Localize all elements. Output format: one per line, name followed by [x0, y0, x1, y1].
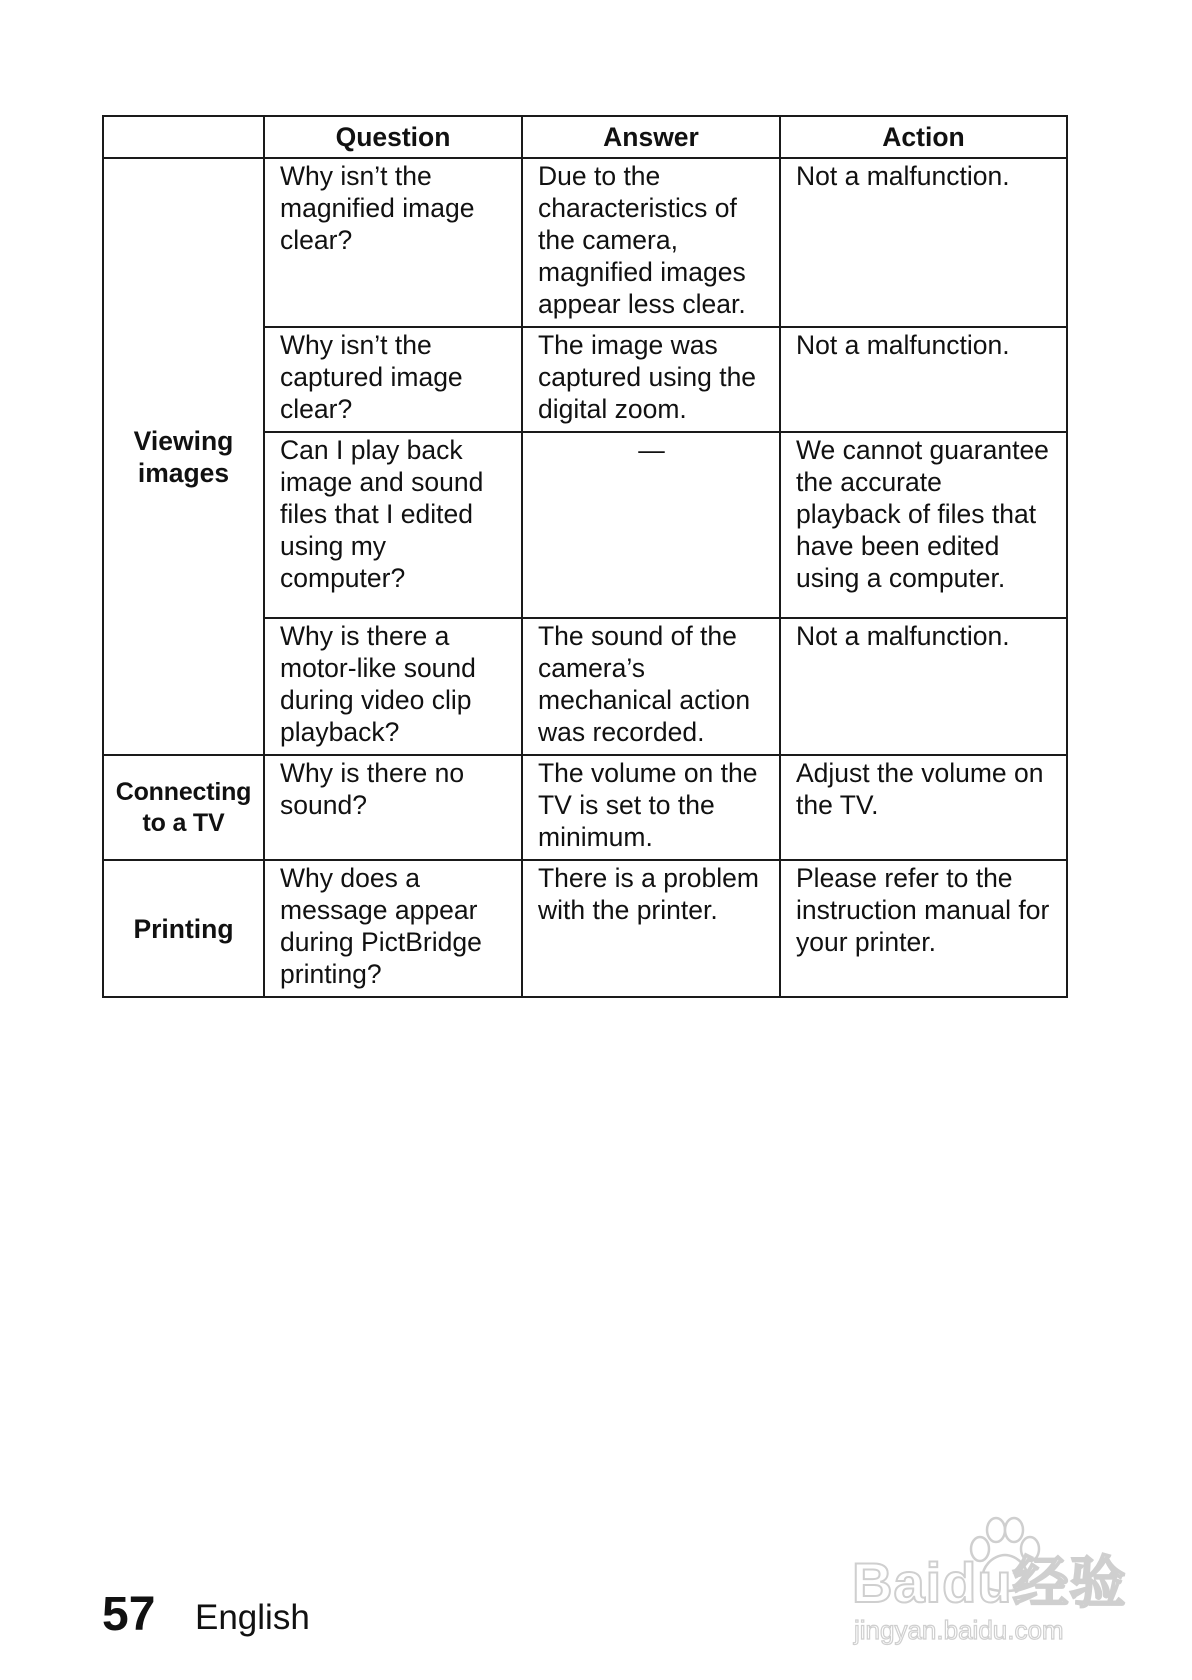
question-cell: Why is there no sound? [264, 755, 522, 860]
header-question: Question [264, 116, 522, 158]
question-cell: Why does a message appear during PictBridge printing? [264, 860, 522, 997]
action-cell: Not a malfunction. [780, 327, 1067, 432]
answer-cell: There is a problem with the printer. [522, 860, 780, 997]
answer-cell: The volume on the TV is set to the minimum. [522, 755, 780, 860]
baidu-watermark [852, 1515, 1142, 1655]
action-cell: Not a malfunction. [780, 618, 1067, 755]
question-cell: Why isn’t the captured image clear? [264, 327, 522, 432]
question-cell: Can I play back image and sound files that I edited using my computer? [264, 432, 522, 618]
category-printing: Printing [103, 860, 264, 997]
table-row [103, 158, 1067, 327]
action-cell: We cannot guarantee the accurate playback of files that have been edited using a computer. [780, 432, 1067, 618]
answer-cell: Due to the characteristics of the camera, magnified images appear less clear. [522, 158, 780, 327]
page-language: English [195, 1598, 310, 1637]
category-viewing-images: Viewing images [103, 158, 264, 755]
category-connecting-tv: Connecting to a TV [103, 755, 264, 860]
question-cell: Why isn’t the magnified image clear? [264, 158, 522, 327]
action-cell: Please refer to the instruction manual for your printer. [780, 860, 1067, 997]
table-row [103, 755, 1067, 860]
answer-cell: — [522, 432, 780, 618]
header-action: Action [780, 116, 1067, 158]
answer-cell: The sound of the camera’s mechanical action was recorded. [522, 618, 780, 755]
answer-cell: The image was captured using the digital zoom. [522, 327, 780, 432]
question-cell: Why is there a motor-like sound during video clip playback? [264, 618, 522, 755]
troubleshooting-table [102, 115, 1068, 998]
header-answer: Answer [522, 116, 780, 158]
header-category [103, 116, 264, 158]
action-cell: Not a malfunction. [780, 158, 1067, 327]
watermark-url: jingyan.baidu.com [854, 1615, 1064, 1645]
watermark-brand: Baidu经验 [852, 1551, 1127, 1614]
table-header-row [103, 116, 1067, 158]
table-row [103, 860, 1067, 997]
action-cell: Adjust the volume on the TV. [780, 755, 1067, 860]
page-number: 57 [102, 1588, 156, 1641]
